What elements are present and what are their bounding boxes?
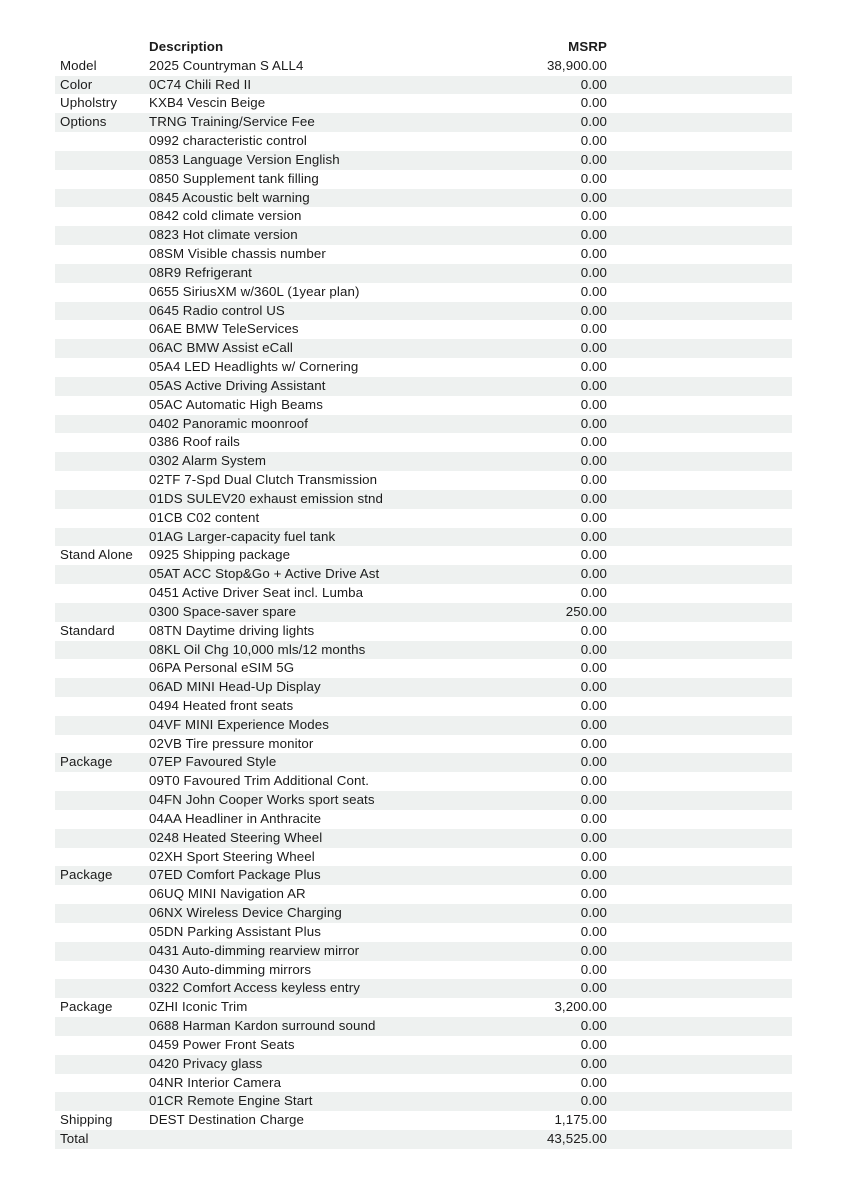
description-cell: 0431 Auto-dimming rearview mirror [149, 942, 360, 958]
msrp-cell: 0.00 [580, 528, 607, 544]
description-cell: TRNG Training/Service Fee [149, 114, 315, 130]
table-row [55, 584, 792, 603]
table-row [55, 264, 792, 283]
msrp-cell: 0.00 [580, 321, 607, 337]
table-row [55, 320, 792, 339]
description-cell: 09T0 Favoured Trim Additional Cont. [149, 773, 370, 789]
description-cell: 0645 Radio control US [149, 302, 285, 318]
description-cell: 0300 Space-saver spare [149, 603, 297, 619]
table-row [55, 94, 792, 113]
table-row [55, 415, 792, 434]
description-cell: 0853 Language Version English [149, 151, 340, 167]
msrp-cell: 0.00 [580, 585, 607, 601]
description-cell: 04NR Interior Camera [149, 1074, 282, 1090]
category-cell: Standard [60, 622, 115, 638]
description-cell: 01CB C02 content [149, 509, 260, 525]
table-row [55, 848, 792, 867]
table-row [55, 829, 792, 848]
category-cell: Package [60, 754, 113, 770]
table-row [55, 283, 792, 302]
table-row [55, 396, 792, 415]
table-row [55, 339, 792, 358]
table-row [55, 716, 792, 735]
description-cell: 0823 Hot climate version [149, 227, 298, 243]
category-cell: Shipping [60, 1112, 113, 1128]
description-cell: 0850 Supplement tank filling [149, 170, 319, 186]
msrp-cell: 0.00 [580, 754, 607, 770]
table-row [55, 509, 792, 528]
msrp-cell: 0.00 [580, 942, 607, 958]
msrp-cell: 0.00 [580, 923, 607, 939]
msrp-cell: 0.00 [580, 189, 607, 205]
msrp-cell: 0.00 [580, 716, 607, 732]
description-cell: 02XH Sport Steering Wheel [149, 848, 315, 864]
category-cell: Package [60, 867, 113, 883]
category-cell: Total [60, 1131, 89, 1147]
msrp-cell: 1,175.00 [554, 1112, 607, 1128]
description-cell: DEST Destination Charge [149, 1112, 305, 1128]
msrp-cell: 0.00 [580, 133, 607, 149]
msrp-cell: 0.00 [580, 302, 607, 318]
table-row [55, 151, 792, 170]
table-row [55, 132, 792, 151]
table-row [55, 810, 792, 829]
table-row [55, 57, 792, 76]
description-cell: 0ZHI Iconic Trim [149, 999, 248, 1015]
table-row [55, 113, 792, 132]
msrp-cell: 0.00 [580, 340, 607, 356]
table-row [55, 490, 792, 509]
description-cell: 0494 Heated front seats [149, 697, 294, 713]
description-cell: 02VB Tire pressure monitor [149, 735, 314, 751]
msrp-cell: 0.00 [580, 359, 607, 375]
table-row [55, 678, 792, 697]
msrp-cell: 0.00 [580, 114, 607, 130]
description-cell: 06UQ MINI Navigation AR [149, 886, 306, 902]
description-cell: 0451 Active Driver Seat incl. Lumba [149, 585, 364, 601]
table-row [55, 942, 792, 961]
table-row [55, 1036, 792, 1055]
msrp-column-header: MSRP [568, 39, 607, 54]
msrp-cell: 0.00 [580, 697, 607, 713]
description-cell: 06AD MINI Head-Up Display [149, 679, 321, 695]
table-row [55, 565, 792, 584]
table-row [55, 546, 792, 565]
table-row [55, 866, 792, 885]
table-row [55, 433, 792, 452]
msrp-cell: 0.00 [580, 622, 607, 638]
msrp-cell: 0.00 [580, 453, 607, 469]
table-row [55, 76, 792, 95]
table-row [55, 622, 792, 641]
msrp-cell: 0.00 [580, 848, 607, 864]
msrp-cell: 0.00 [580, 396, 607, 412]
description-cell: 0688 Harman Kardon surround sound [149, 1018, 376, 1034]
msrp-cell: 0.00 [580, 509, 607, 525]
description-cell: 05AC Automatic High Beams [149, 396, 323, 412]
msrp-cell: 0.00 [580, 472, 607, 488]
description-column-header: Description [149, 39, 224, 54]
msrp-cell: 0.00 [580, 208, 607, 224]
description-cell: 06NX Wireless Device Charging [149, 905, 342, 921]
description-cell: 06AE BMW TeleServices [149, 321, 299, 337]
msrp-cell: 0.00 [580, 434, 607, 450]
msrp-cell: 0.00 [580, 1074, 607, 1090]
table-row [55, 603, 792, 622]
description-cell: KXB4 Vescin Beige [149, 95, 266, 111]
description-cell: 02TF 7-Spd Dual Clutch Transmission [149, 472, 378, 488]
table-row [55, 1111, 792, 1130]
description-cell: 0420 Privacy glass [149, 1055, 263, 1071]
description-cell: 0655 SiriusXM w/360L (1year plan) [149, 283, 360, 299]
msrp-cell: 0.00 [580, 886, 607, 902]
table-row [55, 885, 792, 904]
description-cell: 07EP Favoured Style [149, 754, 277, 770]
description-cell: 0430 Auto-dimming mirrors [149, 961, 312, 977]
vehicle-options-table [55, 38, 792, 1149]
table-row [55, 471, 792, 490]
table-row [55, 961, 792, 980]
description-cell: 06AC BMW Assist eCall [149, 340, 293, 356]
table-row [55, 979, 792, 998]
description-cell: 05A4 LED Headlights w/ Cornering [149, 359, 359, 375]
table-body [55, 57, 792, 1149]
description-cell: 05AS Active Driving Assistant [149, 377, 326, 393]
description-cell: 05AT ACC Stop&Go + Active Drive Ast [149, 566, 380, 582]
description-cell: 0402 Panoramic moonroof [149, 415, 308, 431]
category-cell: Stand Alone [60, 547, 133, 563]
table-row [55, 189, 792, 208]
category-cell: Options [60, 114, 107, 130]
category-cell: Upholstry [60, 95, 118, 111]
description-cell: 0386 Roof rails [149, 434, 240, 450]
category-cell: Color [60, 76, 93, 92]
description-cell: 01AG Larger-capacity fuel tank [149, 528, 336, 544]
description-cell: 08KL Oil Chg 10,000 mls/12 months [149, 641, 366, 657]
msrp-cell: 0.00 [580, 829, 607, 845]
table-row [55, 1017, 792, 1036]
table-row [55, 697, 792, 716]
msrp-cell: 0.00 [580, 905, 607, 921]
msrp-cell: 0.00 [580, 867, 607, 883]
table-row [55, 226, 792, 245]
table-row [55, 998, 792, 1017]
description-cell: 08SM Visible chassis number [149, 246, 326, 262]
table-row [55, 753, 792, 772]
msrp-cell: 0.00 [580, 773, 607, 789]
description-cell: 06PA Personal eSIM 5G [149, 660, 295, 676]
table-row [55, 1130, 792, 1149]
description-cell: 05DN Parking Assistant Plus [149, 923, 321, 939]
msrp-cell: 0.00 [580, 264, 607, 280]
description-cell: 2025 Countryman S ALL4 [149, 57, 304, 73]
description-cell: 0845 Acoustic belt warning [149, 189, 310, 205]
table-row [55, 791, 792, 810]
msrp-cell: 0.00 [580, 227, 607, 243]
table-row [55, 377, 792, 396]
msrp-cell: 0.00 [580, 246, 607, 262]
msrp-cell: 0.00 [580, 1018, 607, 1034]
msrp-cell: 0.00 [580, 490, 607, 506]
table-row [55, 528, 792, 547]
table-header-row [55, 38, 792, 57]
msrp-cell: 0.00 [580, 792, 607, 808]
description-cell: 01CR Remote Engine Start [149, 1093, 313, 1109]
msrp-cell: 0.00 [580, 660, 607, 676]
description-cell: 0248 Heated Steering Wheel [149, 829, 323, 845]
msrp-cell: 0.00 [580, 810, 607, 826]
table-row [55, 207, 792, 226]
description-cell: 04VF MINI Experience Modes [149, 716, 329, 732]
description-cell: 01DS SULEV20 exhaust emission stnd [149, 490, 384, 506]
description-cell: 0C74 Chili Red II [149, 76, 252, 92]
description-cell: 0842 cold climate version [149, 208, 302, 224]
table-row [55, 1074, 792, 1093]
msrp-cell: 0.00 [580, 1055, 607, 1071]
msrp-cell: 0.00 [580, 283, 607, 299]
msrp-cell: 0.00 [580, 415, 607, 431]
msrp-cell: 250.00 [565, 603, 607, 619]
description-cell: 07ED Comfort Package Plus [149, 867, 321, 883]
msrp-cell: 43,525.00 [546, 1131, 607, 1147]
category-cell: Model [60, 57, 97, 73]
msrp-cell: 0.00 [580, 679, 607, 695]
table-row [55, 772, 792, 791]
msrp-cell: 0.00 [580, 641, 607, 657]
table-row [55, 735, 792, 754]
table-row [55, 923, 792, 942]
msrp-cell: 0.00 [580, 735, 607, 751]
table-row [55, 904, 792, 923]
description-cell: 0302 Alarm System [149, 453, 266, 469]
msrp-cell: 0.00 [580, 547, 607, 563]
msrp-cell: 0.00 [580, 76, 607, 92]
table-row [55, 452, 792, 471]
description-cell: 08R9 Refrigerant [149, 264, 252, 280]
msrp-cell: 0.00 [580, 170, 607, 186]
msrp-cell: 0.00 [580, 566, 607, 582]
msrp-cell: 0.00 [580, 1093, 607, 1109]
msrp-cell: 0.00 [580, 1036, 607, 1052]
msrp-cell: 3,200.00 [554, 999, 607, 1015]
table-row [55, 1055, 792, 1074]
description-cell: 0992 characteristic control [149, 133, 307, 149]
msrp-cell: 0.00 [580, 980, 607, 996]
table-row [55, 1092, 792, 1111]
msrp-cell: 38,900.00 [546, 57, 607, 73]
table-row [55, 170, 792, 189]
table-row [55, 245, 792, 264]
description-cell: 04AA Headliner in Anthracite [149, 810, 322, 826]
table-row [55, 659, 792, 678]
description-cell: 0925 Shipping package [149, 547, 291, 563]
msrp-cell: 0.00 [580, 151, 607, 167]
msrp-cell: 0.00 [580, 377, 607, 393]
description-cell: 08TN Daytime driving lights [149, 622, 315, 638]
category-cell: Package [60, 999, 113, 1015]
description-cell: 0322 Comfort Access keyless entry [149, 980, 360, 996]
table-row [55, 641, 792, 660]
msrp-cell: 0.00 [580, 95, 607, 111]
description-cell: 0459 Power Front Seats [149, 1036, 295, 1052]
table-row [55, 358, 792, 377]
description-cell: 04FN John Cooper Works sport seats [149, 792, 375, 808]
msrp-cell: 0.00 [580, 961, 607, 977]
table-row [55, 302, 792, 321]
